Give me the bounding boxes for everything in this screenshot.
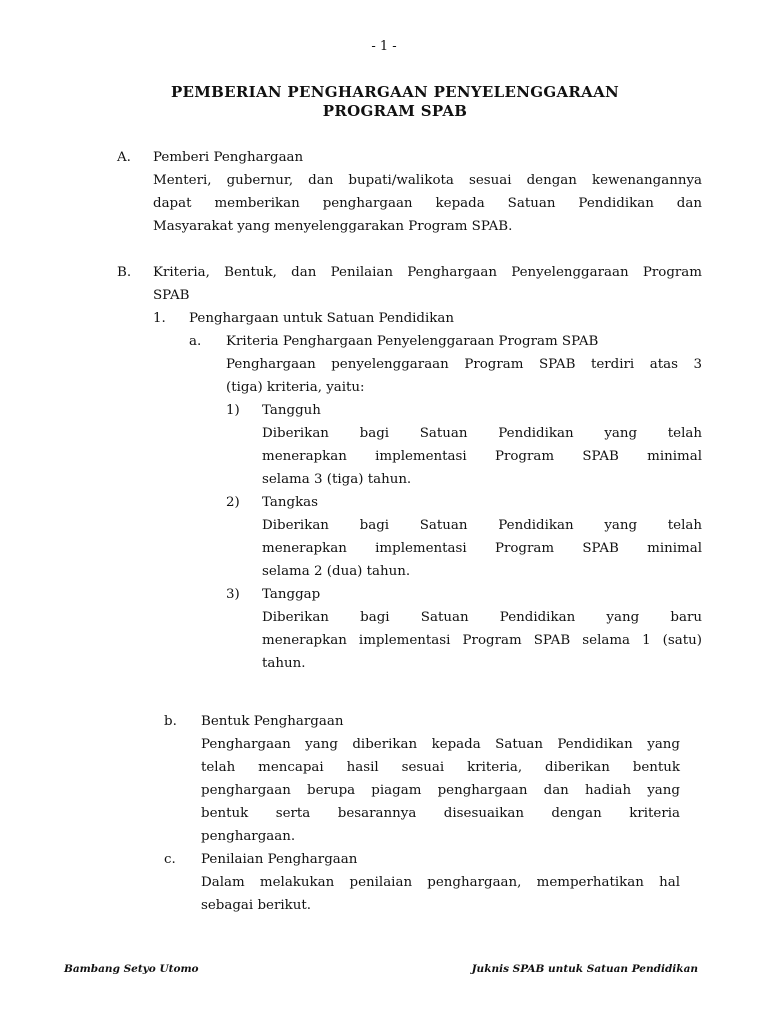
subitem-c-label: c. bbox=[164, 852, 176, 867]
criteria-3-label: 3) bbox=[226, 587, 240, 602]
criteria-2-line: selama 2 (dua) tahun. bbox=[262, 564, 411, 579]
footer-doc-title: Juknis SPAB untuk Satuan Pendidikan bbox=[471, 963, 698, 975]
subitem-a-line: Penghargaan penyelenggaraan Program SPAB terdiri atas 3 bbox=[226, 357, 702, 372]
criteria-2-label: 2) bbox=[226, 495, 240, 510]
item-1-heading: Penghargaan untuk Satuan Pendidikan bbox=[189, 311, 454, 326]
criteria-1-label: 1) bbox=[226, 403, 240, 418]
criteria-1-line: Diberikan bagi Satuan Pendidikan yang telah bbox=[262, 426, 702, 441]
subitem-c-heading: Penilaian Penghargaan bbox=[201, 852, 358, 867]
criteria-1-line: selama 3 (tiga) tahun. bbox=[262, 472, 412, 487]
subitem-a-line: (tiga) kriteria, yaitu: bbox=[226, 380, 365, 395]
subitem-b-heading: Bentuk Penghargaan bbox=[201, 714, 344, 729]
footer-author: Bambang Setyo Utomo bbox=[64, 963, 199, 975]
subitem-b-line: bentuk serta besarannya disesuaikan dengan kriteria bbox=[201, 806, 680, 821]
title-line-2: PROGRAM SPAB bbox=[322, 102, 468, 120]
criteria-2-name: Tangkas bbox=[262, 495, 319, 510]
section-a-line: Masyarakat yang menyelenggarakan Program SPAB. bbox=[153, 219, 513, 234]
subitem-b-line: Penghargaan yang diberikan kepada Satuan Pendidikan yang bbox=[201, 737, 680, 752]
section-a-line: Menteri, gubernur, dan bupati/walikota sesuai dengan kewenangannya bbox=[153, 173, 702, 188]
criteria-3-line: menerapkan implementasi Program SPAB selama 1 (satu) bbox=[262, 633, 702, 648]
subitem-c-line: sebagai berikut. bbox=[201, 898, 312, 913]
section-b-heading: Kriteria, Bentuk, dan Penilaian Penghargaan Penyelenggaraan Program bbox=[153, 265, 702, 280]
criteria-2-line: Diberikan bagi Satuan Pendidikan yang telah bbox=[262, 518, 702, 533]
criteria-1-line: menerapkan implementasi Program SPAB minimal bbox=[262, 449, 702, 464]
subitem-a-heading: Kriteria Penghargaan Penyelenggaraan Program SPAB bbox=[226, 334, 599, 349]
subitem-a-label: a. bbox=[189, 334, 202, 349]
section-a-label: A. bbox=[117, 150, 131, 165]
document-title bbox=[0, 83, 768, 121]
criteria-1-name: Tangguh bbox=[262, 403, 321, 418]
page-number: - 1 - bbox=[371, 39, 397, 54]
criteria-3-line: tahun. bbox=[262, 656, 306, 671]
criteria-3-name: Tanggap bbox=[262, 587, 321, 602]
subitem-b-label: b. bbox=[164, 714, 177, 729]
subitem-b-line: penghargaan. bbox=[201, 829, 296, 844]
subitem-c-line: Dalam melakukan penilaian penghargaan, memperhatikan hal bbox=[201, 875, 680, 890]
title-line-1: PEMBERIAN PENGHARGAAN PENYELENGGARAAN bbox=[170, 83, 620, 101]
subitem-b-line: penghargaan berupa piagam penghargaan dan hadiah yang bbox=[201, 783, 680, 798]
section-a-line: dapat memberikan penghargaan kepada Satuan Pendidikan dan bbox=[153, 196, 702, 211]
section-b-heading-cont: SPAB bbox=[153, 288, 190, 303]
section-b-label: B. bbox=[117, 265, 132, 280]
item-1-label: 1. bbox=[153, 311, 166, 326]
subitem-b-line: telah mencapai hasil sesuai kriteria, diberikan bentuk bbox=[201, 760, 680, 775]
criteria-2-line: menerapkan implementasi Program SPAB minimal bbox=[262, 541, 702, 556]
section-a-heading: Pemberi Penghargaan bbox=[153, 150, 304, 165]
criteria-3-line: Diberikan bagi Satuan Pendidikan yang baru bbox=[262, 610, 702, 625]
